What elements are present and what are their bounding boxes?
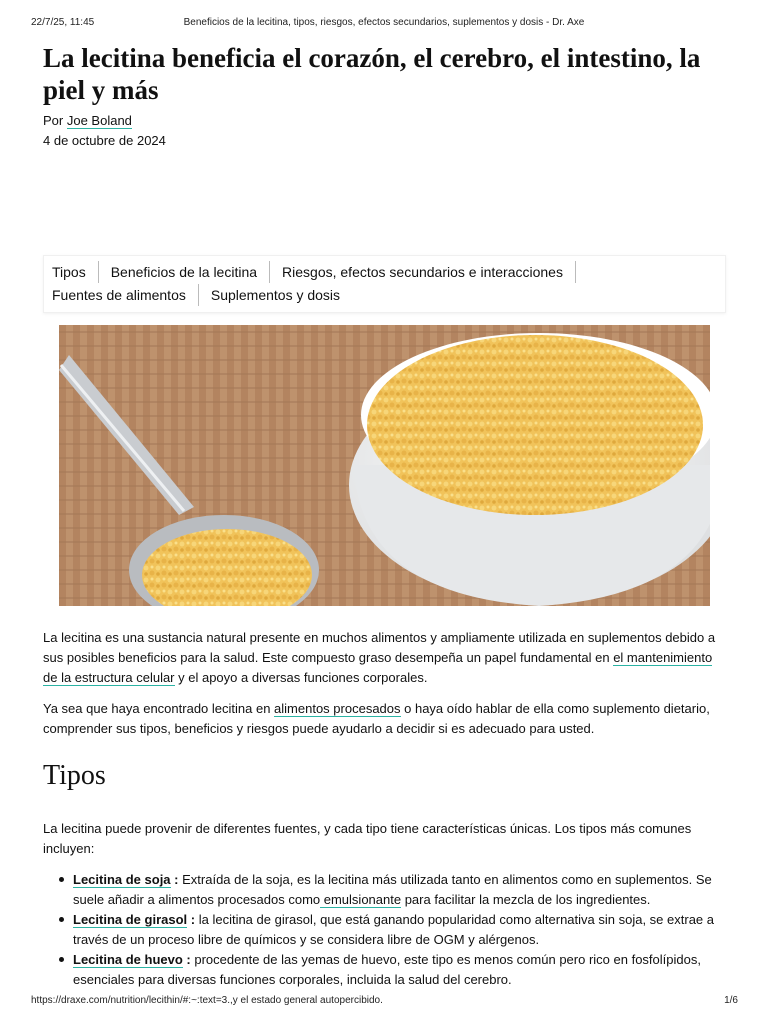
item-text: procedente de las yemas de huevo, este tipo es menos común pero rico en fosfolípidos, esenciales para diversas funciones corporales, incluida la salud del cerebro.	[73, 952, 701, 987]
term-separator: :	[187, 912, 199, 927]
byline	[43, 113, 132, 128]
link-emulsifier[interactable]: emulsionante	[320, 892, 402, 907]
toc-link-beneficios[interactable]: Beneficios de la lecitina	[99, 261, 270, 283]
intro-paragraph-1	[43, 628, 728, 688]
section-heading-tipos: Tipos	[43, 760, 106, 791]
term-separator: :	[182, 952, 195, 967]
intro-p2-text-end: o haya oído hablar de ella como suplemento dietario, comprender sus tipos, beneficios y riesgos puede ayudarlo a decidir si es adecuado para usted.	[43, 701, 710, 736]
author-link[interactable]: Joe Boland	[66, 113, 132, 128]
link-soy-lecithin[interactable]: Lecitina de soja	[73, 872, 171, 887]
list-item	[58, 870, 726, 910]
article-title: La lecitina beneficia el corazón, el cerebro, el intestino, la piel y más	[43, 43, 701, 105]
print-url: https://draxe.com/nutrition/lecithin/#:~:text=3.,y el estado general autopercibido.	[31, 995, 383, 1006]
print-footer	[0, 995, 768, 1009]
toc-link-tipos[interactable]: Tipos	[52, 261, 99, 283]
intro-paragraph-2	[43, 699, 728, 739]
publish-date: 4 de octubre de 2024	[43, 133, 166, 148]
intro-p1-text-end: y el apoyo a diversas funciones corporales.	[174, 670, 428, 685]
tipos-list	[58, 870, 726, 990]
lecithin-bowl-illustration	[59, 325, 710, 606]
term-separator: :	[170, 872, 183, 887]
intro-p2-text: Ya sea que haya encontrado lecitina en	[43, 701, 275, 716]
link-sunflower-lecithin[interactable]: Lecitina de girasol	[73, 912, 188, 927]
link-cell-structure[interactable]: el mantenimiento de la estructura celular	[43, 650, 713, 685]
item-text: Extraída de la soja, es la lecitina más utilizada tanto en alimentos como en suplementos. Se suele añadir a alimentos procesados como	[73, 872, 712, 907]
item-text: la lecitina de girasol, que está ganando popularidad como alternativa sin soja, se extrae a través de un proceso libre de químicos y se considera libre de OGM y alérgenos.	[73, 912, 714, 947]
print-datetime: 22/7/25, 11:45	[31, 17, 95, 28]
print-header	[0, 17, 768, 31]
page-number: 1/6	[724, 995, 738, 1006]
table-of-contents	[43, 255, 726, 313]
toc-link-fuentes[interactable]: Fuentes de alimentos	[52, 284, 199, 306]
tipos-intro: La lecitina puede provenir de diferentes fuentes, y cada tipo tiene características únicas. Los tipos más comunes incluyen:	[43, 821, 692, 856]
list-item	[58, 950, 726, 990]
hero-image-lecithin-bowl	[59, 325, 710, 606]
link-processed-foods[interactable]: alimentos procesados	[274, 701, 401, 716]
toc-row	[52, 260, 725, 283]
link-egg-lecithin[interactable]: Lecitina de huevo	[73, 952, 183, 967]
toc-link-suplementos[interactable]: Suplementos y dosis	[210, 286, 341, 303]
toc-link-riesgos[interactable]: Riesgos, efectos secundarios e interacciones	[270, 261, 576, 283]
byline-prefix: Por	[43, 113, 64, 128]
print-page-title: Beneficios de la lecitina, tipos, riesgos, efectos secundarios, suplementos y dosis - Dr. Axe	[183, 17, 585, 28]
item-text-end: para facilitar la mezcla de los ingredientes.	[401, 892, 651, 907]
toc-row	[52, 283, 725, 306]
list-item	[58, 910, 726, 950]
intro-p1-text: La lecitina es una sustancia natural presente en muchos alimentos y ampliamente utilizada en suplementos debido a sus posibles beneficios para la salud. Este compuesto graso desempeña un papel fundamental en	[43, 630, 716, 665]
